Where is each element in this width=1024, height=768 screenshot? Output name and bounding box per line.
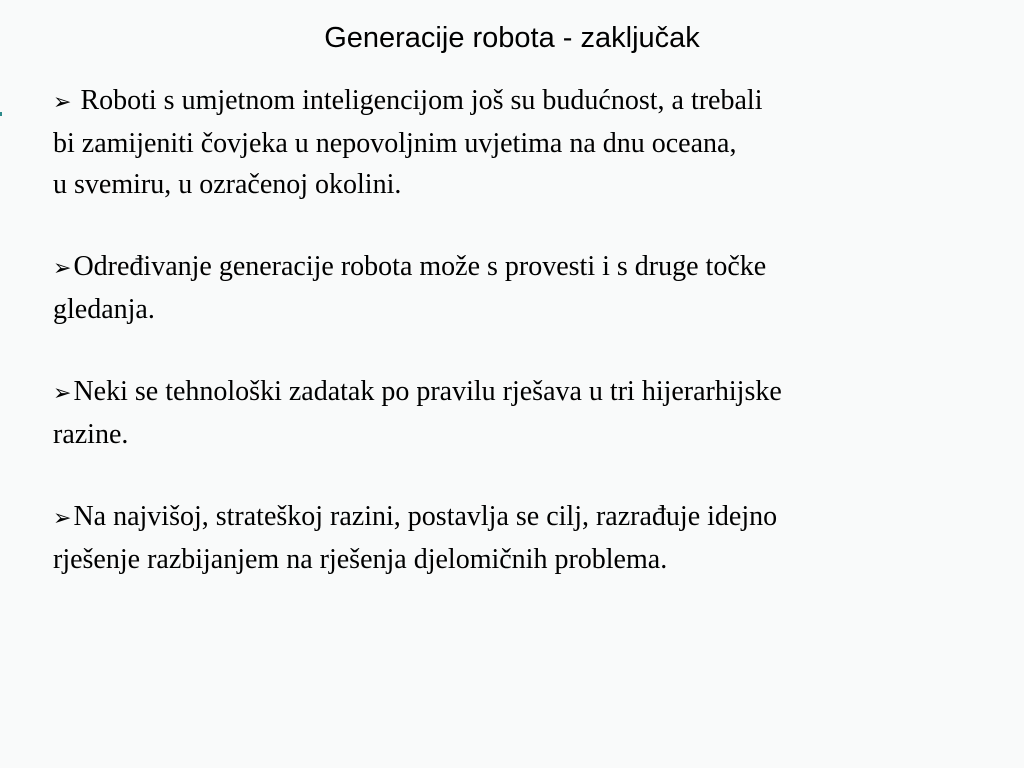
bullet-text: Neki se tehnološki zadatak po pravilu rješava u tri hijerarhijske [73,376,782,407]
bullet-line [53,371,993,414]
bullet-text: Roboti s umjetnom inteligencijom još su budućnost, a trebali [73,85,763,116]
bullet-line: gledanja. [53,294,155,325]
bullet-text: Određivanje generacije robota može s provesti i s druge točke [73,251,767,282]
slide-title: Generacije robota - zaključak [324,22,700,54]
bullet-line: razine. [53,419,129,450]
bullet-line: bi zamijeniti čovjeka u nepovoljnim uvjetima na dnu oceana, [53,128,737,159]
bullet-text: Na najvišoj, strateškoj razini, postavlja se cilj, razrađuje idejno [73,501,778,532]
bullet-item [53,246,993,330]
arrow-bullet-icon: ➢ [53,506,72,531]
bullet-item [53,371,993,455]
bullet-item [53,80,993,205]
bullet-line [53,80,993,123]
arrow-bullet-icon: ➢ [53,256,72,281]
bullet-line: u svemiru, u ozračenoj okolini. [53,169,402,200]
bullet-line: rješenje razbijanjem na rješenja djelomičnih problema. [53,544,668,575]
bullet-item [53,496,993,580]
bullet-line [53,246,993,289]
side-mark [0,112,2,116]
slide-body [53,80,993,580]
arrow-bullet-icon: ➢ [53,90,72,115]
bullet-line [53,496,993,539]
arrow-bullet-icon: ➢ [53,381,72,406]
